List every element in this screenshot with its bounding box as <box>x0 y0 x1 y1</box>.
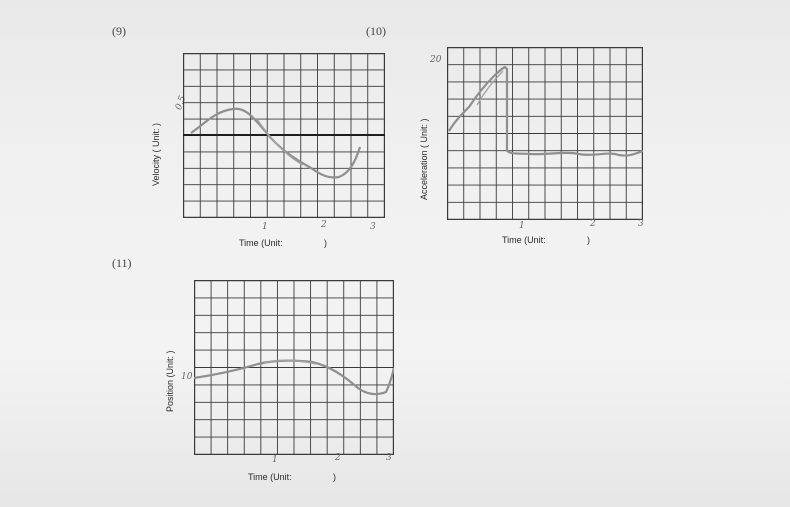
acceleration-hand-x2: 2 <box>590 219 596 229</box>
position-grid-lines <box>194 280 394 455</box>
velocity-hand-y-mark: 0.5 <box>174 94 189 112</box>
position-grid <box>194 280 394 455</box>
acceleration-hand-x1: 1 <box>519 221 525 231</box>
velocity-grid <box>183 53 385 218</box>
acceleration-grid-lines <box>447 47 643 220</box>
acceleration-time-label: Time (Unit: <box>502 235 546 245</box>
position-axis-label: Position (Unit: ) <box>165 350 175 412</box>
problem-number-10: (10) <box>366 24 386 38</box>
problem-number-11: (11) <box>112 256 132 270</box>
velocity-axis-label: Velocity ( Unit: ) <box>151 122 161 186</box>
acceleration-time-label-close: ) <box>587 235 590 245</box>
velocity-hand-x1: 1 <box>262 222 268 232</box>
position-hand-y-mark: 10 <box>181 372 193 382</box>
position-time-label: Time (Unit: <box>248 472 292 482</box>
acceleration-axis-label: Acceleration ( Unit: ) <box>419 118 429 200</box>
position-hand-x3: 3 <box>386 453 392 463</box>
acceleration-curve-trace <box>477 71 503 105</box>
velocity-time-label: Time (Unit: <box>239 238 283 248</box>
velocity-hand-x2: 2 <box>321 220 327 230</box>
acceleration-curve <box>449 67 643 156</box>
problem-number-9: (9) <box>112 24 126 38</box>
velocity-time-label-close: ) <box>324 238 327 248</box>
position-hand-x2: 2 <box>335 453 341 463</box>
acceleration-hand-x3: 3 <box>638 219 644 229</box>
position-time-label-close: ) <box>333 472 336 482</box>
acceleration-hand-y-mark: 20 <box>430 55 442 65</box>
velocity-hand-x3: 3 <box>370 222 376 232</box>
acceleration-grid <box>447 47 643 220</box>
position-hand-x1: 1 <box>272 455 278 465</box>
